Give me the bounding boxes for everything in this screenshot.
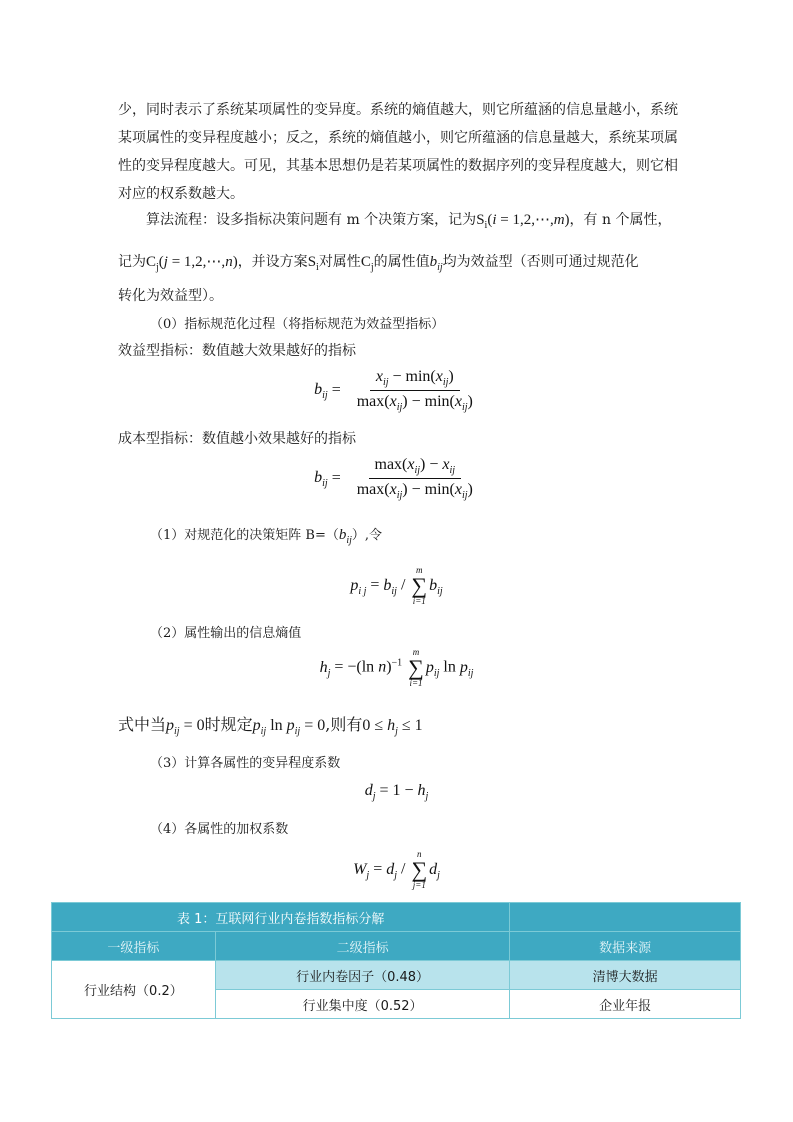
sub-indicator-cell: 行业集中度（0.52） [215, 990, 510, 1019]
paragraph-algorithm: 算法流程：设多指标决策问题有 m 个决策方案，记为$S_i(i$ = 1,2,⋯,m)，有 n 个属性， [146, 212, 672, 231]
formula-cost: $b_{ij}$ = $\frac{\max(x_{ij}) - x_{ij}}{\max(x_{ij}) - \min(x_{ij})}$ [314, 456, 473, 502]
step-1-label: （1）对规范化的决策矩阵 $B=(b_{ij})$,令 [150, 527, 383, 546]
source-cell: 清博大数据 [510, 961, 741, 990]
table-header-row [52, 932, 741, 961]
table-title: 表 1：互联网行业内卷指数指标分解 [52, 903, 510, 932]
formula-entropy: $h_j = -(\ln$ n)$^{-1}$ m ∑ i=1 $p_{ij}$ $\ln p_{ij}$ [319, 647, 474, 688]
header-level2: 二级指标 [215, 932, 510, 961]
formula-p: $p_{i j} = b_{ij}$ / m ∑ i=1 $b_{ij}$ [350, 565, 443, 606]
header-level1: 一级指标 [52, 932, 216, 961]
formula-d: $d_j = 1 - h_j$ [364, 782, 429, 803]
entropy-note: 式中当$p_{ij} = 0$时规定$p_{ij}$ $\ln p_{ij} = 0$,则有$0 \le h_j \le 1$ [118, 715, 423, 738]
table-title-row [52, 903, 741, 932]
source-cell: 企业年报 [510, 990, 741, 1019]
step-2-label: （2）属性输出的信息熵值 [150, 626, 302, 641]
step-3-label: （3）计算各属性的变异程度系数 [150, 756, 341, 771]
indicator-table [51, 902, 741, 1019]
group-cell: 行业结构（0.2） [52, 961, 216, 1019]
cost-label: 成本型指标：数值越小效果越好的指标 [118, 431, 356, 447]
table-title-blank [510, 903, 741, 932]
paragraph-attributes: 记为$C_j(j$ = 1,2,⋯,n)，并设方案$S_i$对属性$C_j$的属性值$b_{ij}$均为效益型（否则可通过规范化 [118, 254, 639, 273]
table-row [52, 961, 741, 990]
header-source: 数据来源 [510, 932, 741, 961]
sub-indicator-cell: 行业内卷因子（0.48） [215, 961, 510, 990]
paragraph-convert: 转化为效益型）。 [118, 288, 223, 304]
step-0-label: （0）指标规范化过程（将指标规范为效益型指标） [150, 317, 445, 332]
paragraph-intro: 少，同时表示了系统某项属性的变异度。系统的熵值越大，则它所蕴涵的信息量越小，系统某项属性的变异程度越小；反之，系统的熵值越小，则它所蕴涵的信息量越大，系统某项属性的变异程度越大。可见，其基本思想仍是若某项属性的数据序列的变异程度越大，则它相对应的权系数越大。 [118, 102, 678, 202]
formula-w: $W_j = d_j$ / n ∑ j=1 $d_j$ [353, 849, 440, 890]
step-4-label: （4）各属性的加权系数 [150, 822, 289, 837]
math-cj: $C_j(j$ = 1,2,⋯,n) [146, 254, 238, 273]
math-si: $S_i(i$ = 1,2,⋯,m) [476, 212, 570, 231]
benefit-label: 效益型指标：数值越大效果越好的指标 [118, 343, 356, 359]
formula-benefit: $b_{ij}$ = $\frac{x_{ij} - \min(x_{ij})}{\max(x_{ij}) - \min(x_{ij})}$ [314, 368, 473, 414]
